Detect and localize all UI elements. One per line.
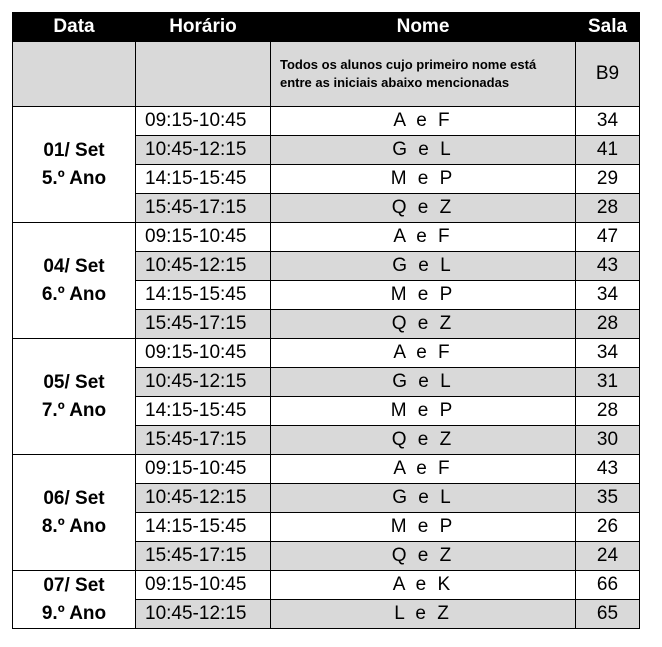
date-cell [13,223,136,339]
name-range-cell: M e P [271,397,576,426]
room-cell: 31 [576,368,640,397]
table-row [13,339,640,368]
time-cell: 10:45-12:15 [136,136,271,165]
date-cell [13,571,136,629]
name-range-cell: A e F [271,107,576,136]
intro-empty-time [136,42,271,107]
header-sala: Sala [576,13,640,42]
room-cell: 66 [576,571,640,600]
name-range-cell: A e F [271,455,576,484]
date-label: 05/ Set [43,371,105,393]
name-range-cell: L e Z [271,600,576,629]
header-horario: Horário [136,13,271,42]
room-cell: 47 [576,223,640,252]
name-range-cell: M e P [271,281,576,310]
name-range-cell: Q e Z [271,542,576,571]
time-cell: 10:45-12:15 [136,484,271,513]
time-cell: 09:15-10:45 [136,455,271,484]
date-cell [13,339,136,455]
time-cell: 10:45-12:15 [136,600,271,629]
name-range-cell: G e L [271,368,576,397]
time-cell: 15:45-17:15 [136,426,271,455]
name-range-cell: A e F [271,339,576,368]
room-cell: 28 [576,397,640,426]
time-cell: 09:15-10:45 [136,339,271,368]
name-range-cell: M e P [271,513,576,542]
name-range-cell: Q e Z [271,310,576,339]
intro-room: B9 [576,42,640,107]
name-range-cell: G e L [271,252,576,281]
header-data: Data [13,13,136,42]
name-range-cell: M e P [271,165,576,194]
table-row [13,455,640,484]
room-cell: 24 [576,542,640,571]
date-cell [13,107,136,223]
room-cell: 43 [576,252,640,281]
time-cell: 15:45-17:15 [136,542,271,571]
intro-empty-date [13,42,136,107]
room-cell: 65 [576,600,640,629]
schedule-body [13,42,640,629]
time-cell: 14:15-15:45 [136,281,271,310]
time-cell: 10:45-12:15 [136,368,271,397]
date-label: 06/ Set [43,487,105,509]
header-row [13,13,640,42]
room-cell: 28 [576,194,640,223]
grade-label: 7.º Ano [41,399,107,421]
name-range-cell: A e F [271,223,576,252]
date-label: 07/ Set [43,574,105,596]
intro-note: Todos os alunos cujo primeiro nome está entre as iniciais abaixo mencionadas [271,42,576,107]
grade-label: 9.º Ano [41,602,107,624]
room-cell: 34 [576,281,640,310]
room-cell: 34 [576,107,640,136]
name-range-cell: G e L [271,136,576,165]
date-label: 01/ Set [43,139,105,161]
name-range-cell: A e K [271,571,576,600]
room-cell: 34 [576,339,640,368]
grade-label: 5.º Ano [41,167,107,189]
table-row [13,223,640,252]
time-cell: 14:15-15:45 [136,513,271,542]
table-row [13,107,640,136]
room-cell: 35 [576,484,640,513]
time-cell: 15:45-17:15 [136,310,271,339]
room-cell: 30 [576,426,640,455]
time-cell: 14:15-15:45 [136,165,271,194]
grade-label: 6.º Ano [41,283,107,305]
time-cell: 09:15-10:45 [136,571,271,600]
room-cell: 26 [576,513,640,542]
time-cell: 09:15-10:45 [136,223,271,252]
name-range-cell: Q e Z [271,426,576,455]
room-cell: 43 [576,455,640,484]
table-row [13,571,640,600]
room-cell: 41 [576,136,640,165]
room-cell: 28 [576,310,640,339]
schedule-table [12,12,640,629]
room-cell: 29 [576,165,640,194]
date-cell [13,455,136,571]
time-cell: 15:45-17:15 [136,194,271,223]
time-cell: 09:15-10:45 [136,107,271,136]
name-range-cell: G e L [271,484,576,513]
grade-label: 8.º Ano [41,515,107,537]
time-cell: 10:45-12:15 [136,252,271,281]
time-cell: 14:15-15:45 [136,397,271,426]
date-label: 04/ Set [43,255,105,277]
intro-row [13,42,640,107]
name-range-cell: Q e Z [271,194,576,223]
header-nome: Nome [271,13,576,42]
